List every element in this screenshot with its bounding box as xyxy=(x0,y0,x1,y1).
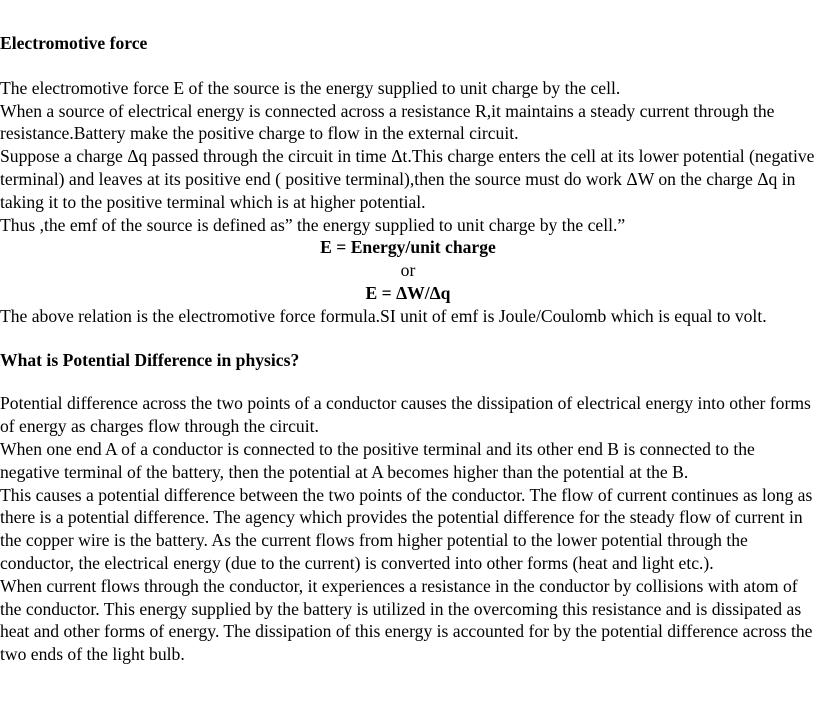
paragraph-pd-terminals: When one end A of a conductor is connected to the positive terminal and its other end B is connected to the negative terminal of the battery, then the potential at A becomes higher than the potential at the B. xyxy=(0,438,755,482)
paragraph-emf-work: Suppose a charge Δq passed through the circuit in time Δt.This charge enters the cell at its lower potential (negative terminal) and leaves at its positive end ( positive terminal),then the source must do work ΔW on the charge Δq in taking it to the positive terminal which is at higher potential. xyxy=(0,146,815,212)
formula-or: or xyxy=(400,260,416,281)
paragraph-emf-definition: The electromotive force E of the source is the energy supplied to unit charge by the cell. xyxy=(0,77,621,98)
paragraph-emf-unit: The above relation is the electromotive force formula.SI unit of emf is Joule/Coulomb which is equal to volt. xyxy=(0,305,767,326)
section-heading-emf: Electromotive force xyxy=(0,33,148,53)
formula-energy-per-charge: E = Energy/unit charge xyxy=(320,237,496,258)
paragraph-emf-steady-current: When a source of electrical energy is connected across a resistance R,it maintains a steady current through the resistance.Battery make the positive charge to flow in the external circuit. xyxy=(0,100,775,144)
paragraph-pd-resistance: When current flows through the conductor, it experiences a resistance in the conductor by collisions with atom of the conductor. This energy supplied by the battery is utilized in the overcoming this resistance and is dissipated as heat and other forms of energy. The dissipation of this energy is accounted for by the potential difference across the two ends of the light bulb. xyxy=(0,575,813,665)
section-heading-potential-difference: What is Potential Difference in physics? xyxy=(0,349,300,370)
paragraph-pd-dissipation: Potential difference across the two points of a conductor causes the dissipation of electrical energy into other forms of energy as charges flow through the circuit. xyxy=(0,393,811,437)
spacer xyxy=(0,328,816,349)
paragraph-emf-defined: Thus ,the emf of the source is defined as” the energy supplied to unit charge by the cell.” xyxy=(0,214,626,235)
spacer xyxy=(0,55,816,77)
spacer xyxy=(0,371,816,392)
formula-dw-dq: E = ΔW/Δq xyxy=(365,282,451,303)
paragraph-pd-flow: This causes a potential difference between the two points of the conductor. The flow of current continues as long as there is a potential difference. The agency which provides the potential difference for the steady flow of current in the copper wire is the battery. As the current flows from higher potential to the lower potential through the conductor, the electrical energy (due to the current) is converted into other forms (heat and light etc.). xyxy=(0,484,813,573)
document-page xyxy=(0,32,816,666)
